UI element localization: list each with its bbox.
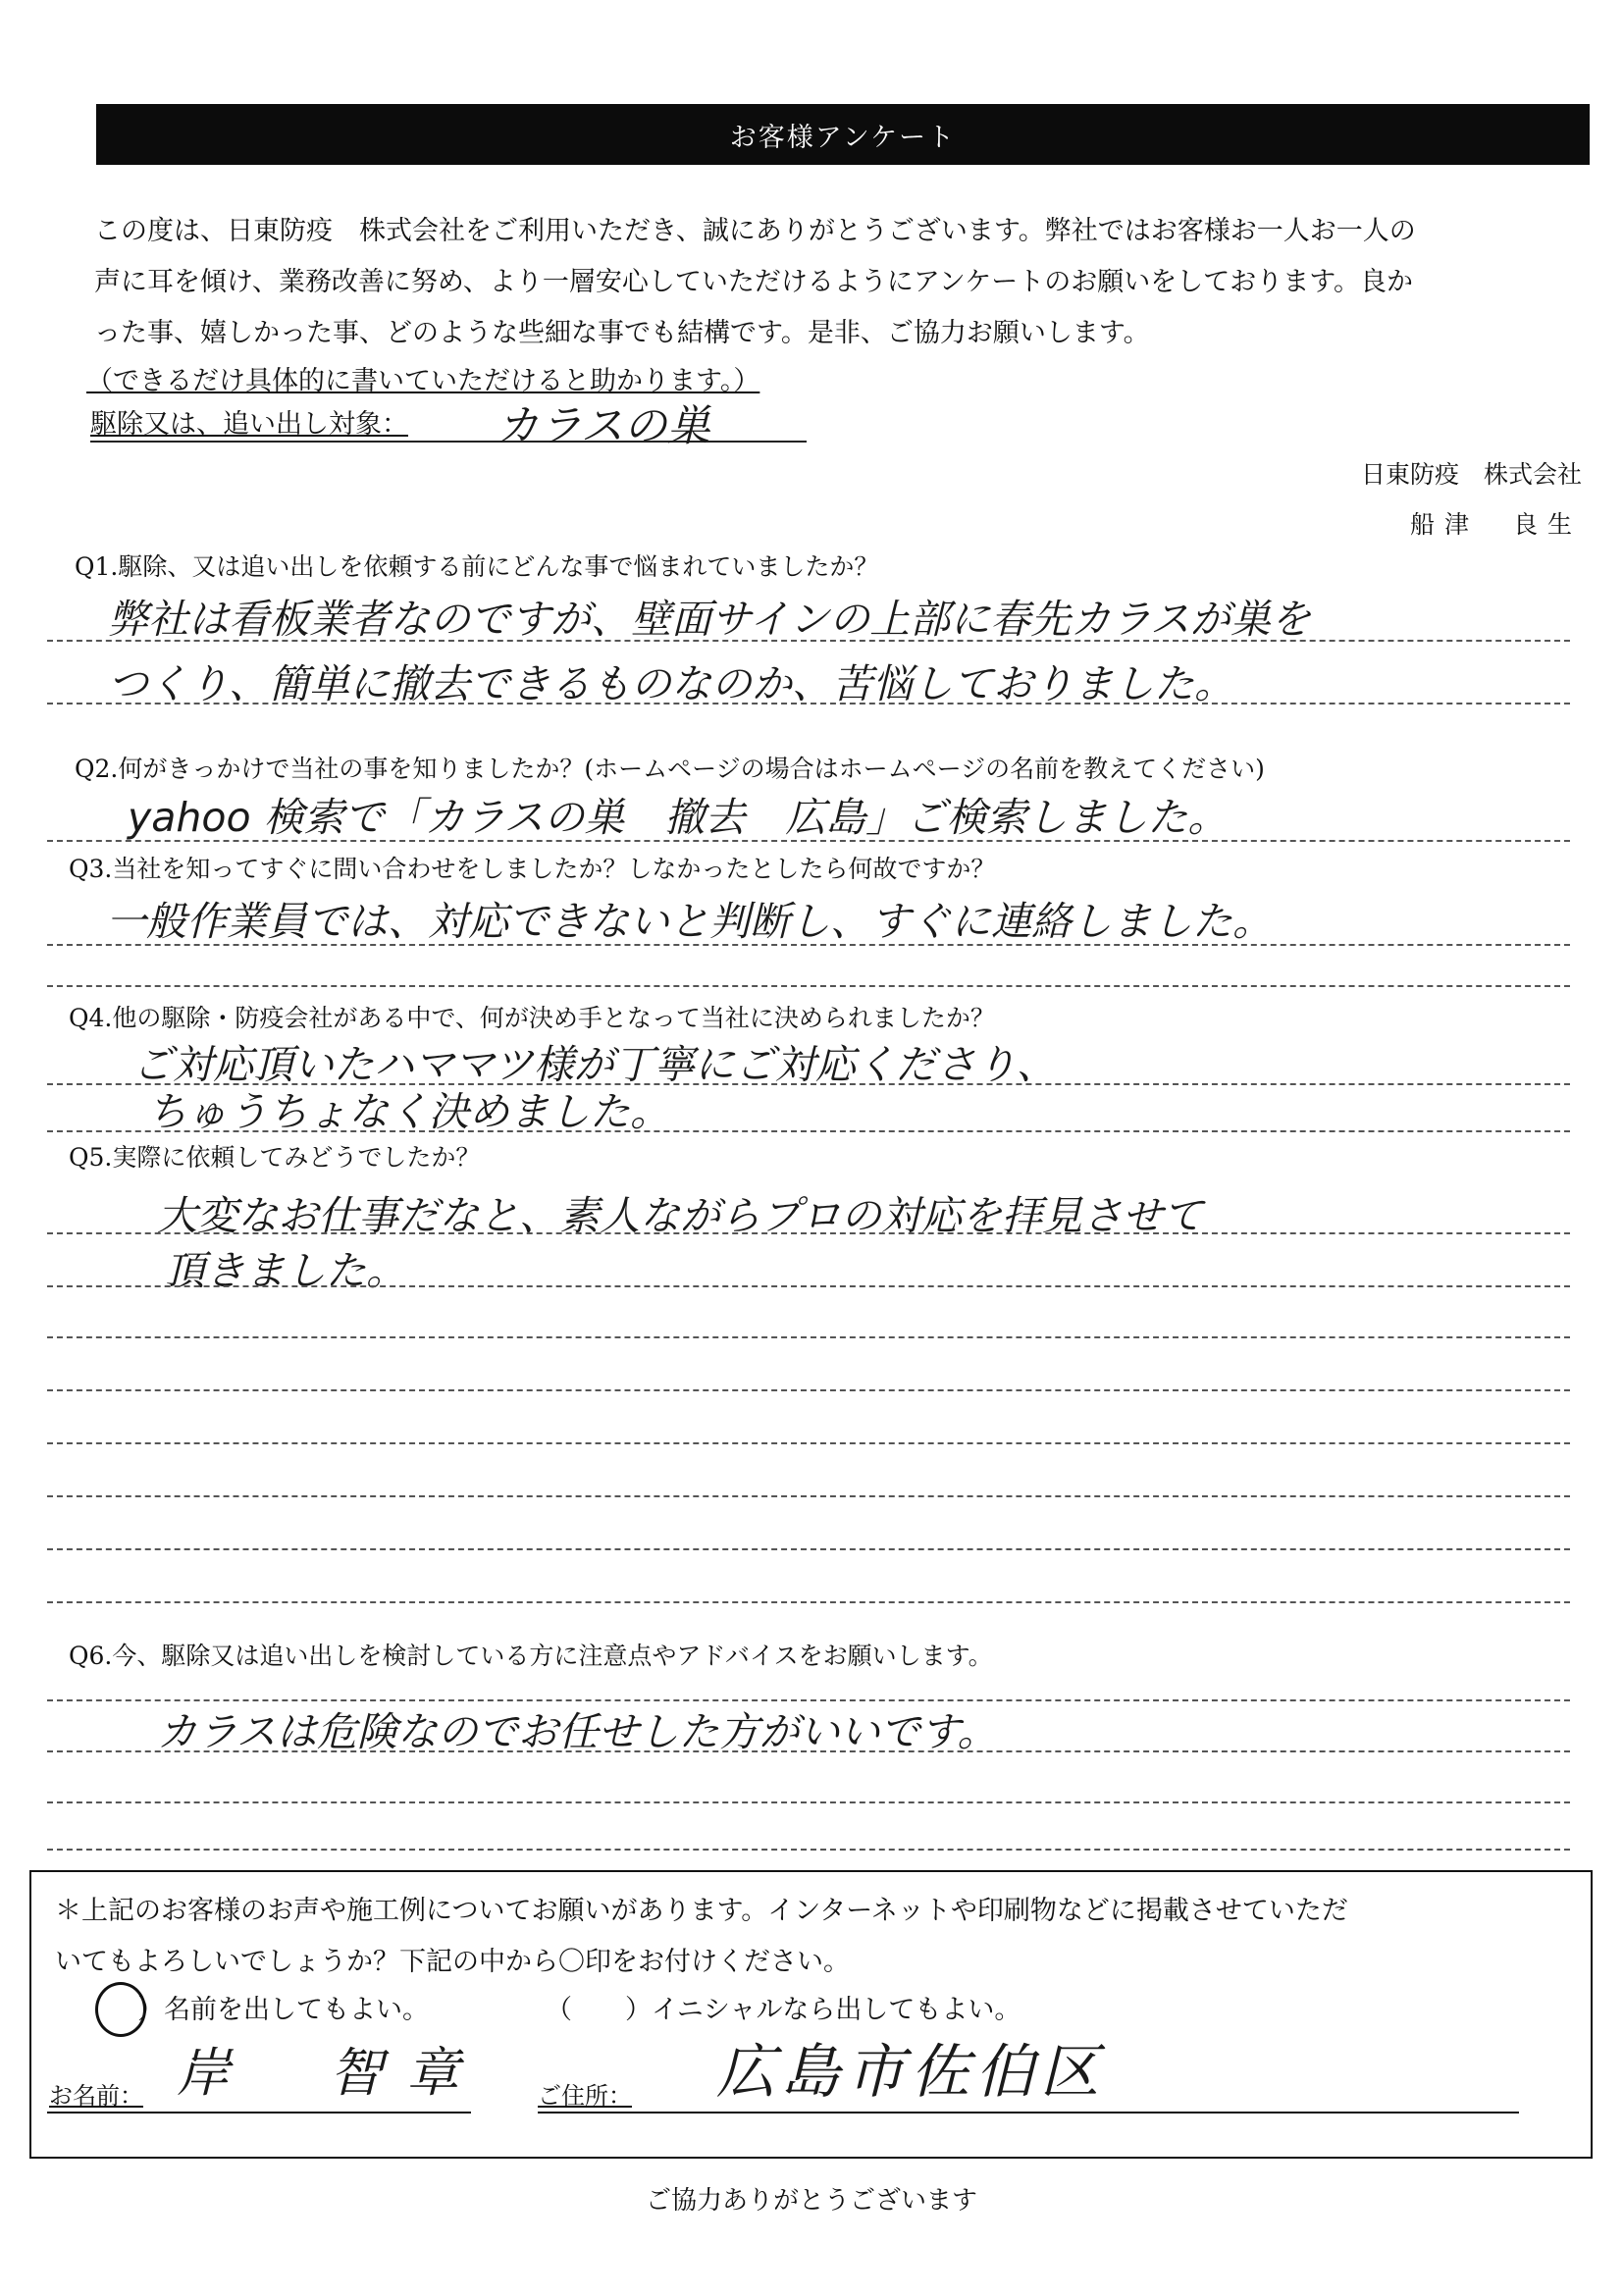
question-5: Q5.実際に依頼してみどうでしたか？ (69, 1143, 481, 1172)
survey-title-bar (96, 104, 1590, 165)
question-2: Q2.何がきっかけで当社の事を知りましたか？(ホームページの場合はホームページの名前を教えてください) (75, 755, 1265, 783)
intro-paragraph (94, 206, 1596, 359)
answer-line (47, 1232, 1570, 1234)
answer-6-line-1[interactable]: カラスは危険なのでお任せした方がいいです。 (157, 1708, 998, 1755)
answer-4-line-2[interactable]: ちゅうちょなく決めました。 (147, 1088, 670, 1135)
company-name: 日東防疫 株式会社 (1360, 460, 1582, 489)
address-underline (538, 2112, 1519, 2113)
consent-option-name[interactable]: ）名前を出してもよい。 (137, 1995, 429, 2025)
question-4: Q4.他の駆除・防疫会社がある中で、何が決め手となって当社に決められましたか？ (69, 1004, 995, 1032)
answer-line (47, 1442, 1570, 1444)
answer-line (47, 1285, 1570, 1287)
name-underline (47, 2112, 471, 2113)
address-label: ご住所： (538, 2082, 632, 2110)
footer-thanks: ご協力ありがとうございます (645, 2186, 977, 2216)
intro-line-2: 声に耳を傾け、業務改善に努め、より一層安心していただけるようにアンケートのお願いをしております。良か (94, 267, 1414, 297)
answer-3-line-1[interactable]: 一般作業員では、対応できないと判断し、すぐに連絡しました。 (106, 898, 1273, 945)
consent-line-2: いてもよろしいでしょうか？下記の中から〇印をお付けください。 (55, 1947, 850, 1977)
answer-line (47, 985, 1570, 987)
answer-line (47, 1495, 1570, 1497)
answer-line (47, 1548, 1570, 1550)
intro-line-1: この度は、日東防疫 株式会社をご利用いただき、誠にありがとうございます。弊社ではお客様お一人お一人の (94, 216, 1416, 246)
answer-5-line-1[interactable]: 大変なお仕事だなと、素人ながらプロの対応を拝見させて (157, 1192, 1203, 1239)
answer-line (47, 1849, 1570, 1851)
intro-note: （できるだけ具体的に書いていただけると助かります。） (86, 366, 760, 396)
consent-line-1: ＊上記のお客様のお声や施工例についてお願いがあります。インターネットや印刷物などに掲載させていただ (55, 1896, 1348, 1926)
answer-line (47, 840, 1570, 842)
answer-line (47, 640, 1570, 642)
answer-line (47, 1601, 1570, 1603)
answer-4-line-1[interactable]: ご対応頂いたハママツ様が丁寧にご対応くださり、 (132, 1041, 1057, 1088)
address-field[interactable]: 広島市佐伯区 (716, 2038, 1105, 2107)
target-row (90, 402, 408, 441)
question-3: Q3.当社を知ってすぐに問い合わせをしましたか？しなかったとしたら何故ですか？ (69, 855, 996, 883)
answer-line (47, 1750, 1570, 1752)
survey-title: お客様アンケート (729, 122, 957, 153)
answer-5-line-2[interactable]: 頂きました。 (165, 1247, 406, 1294)
answer-line (47, 1389, 1570, 1391)
target-label: 駆除又は、追い出し対象： (90, 409, 408, 440)
answer-line (47, 1130, 1570, 1132)
name-label: お名前： (49, 2082, 143, 2110)
question-1: Q1.駆除、又は追い出しを依頼する前にどんな事で悩まれていましたか？ (75, 552, 879, 581)
answer-1-line-2[interactable]: つくり、簡単に撤去できるものなのか、苦悩しておりました。 (108, 660, 1234, 707)
question-6: Q6.今、駆除又は追い出しを検討している方に注意点やアドバイスをお願いします。 (69, 1642, 993, 1670)
company-representative: 船津 良生 (1409, 510, 1582, 539)
answer-line (47, 1336, 1570, 1338)
answer-line (47, 944, 1570, 946)
answer-line (47, 1801, 1570, 1803)
answer-line (47, 703, 1570, 704)
answer-1-line-1[interactable]: 弊社は看板業者なのですが、壁面サインの上部に春先カラスが巣を (108, 596, 1311, 643)
name-field[interactable]: 岸 智章 (177, 2042, 483, 2104)
answer-2-line-1[interactable]: yahoo 検索で「カラスの巣 撤去 広島」ご検索しました。 (128, 794, 1229, 841)
intro-line-3: った事、嬉しかった事、どのような些細な事でも結構です。是非、ご協力お願いします。 (94, 318, 1150, 348)
target-value[interactable]: カラスの巣 (496, 401, 710, 451)
consent-text (55, 1886, 1566, 1988)
consent-option-initials[interactable]: （ ）イニシャルなら出してもよい。 (546, 1995, 1021, 2025)
